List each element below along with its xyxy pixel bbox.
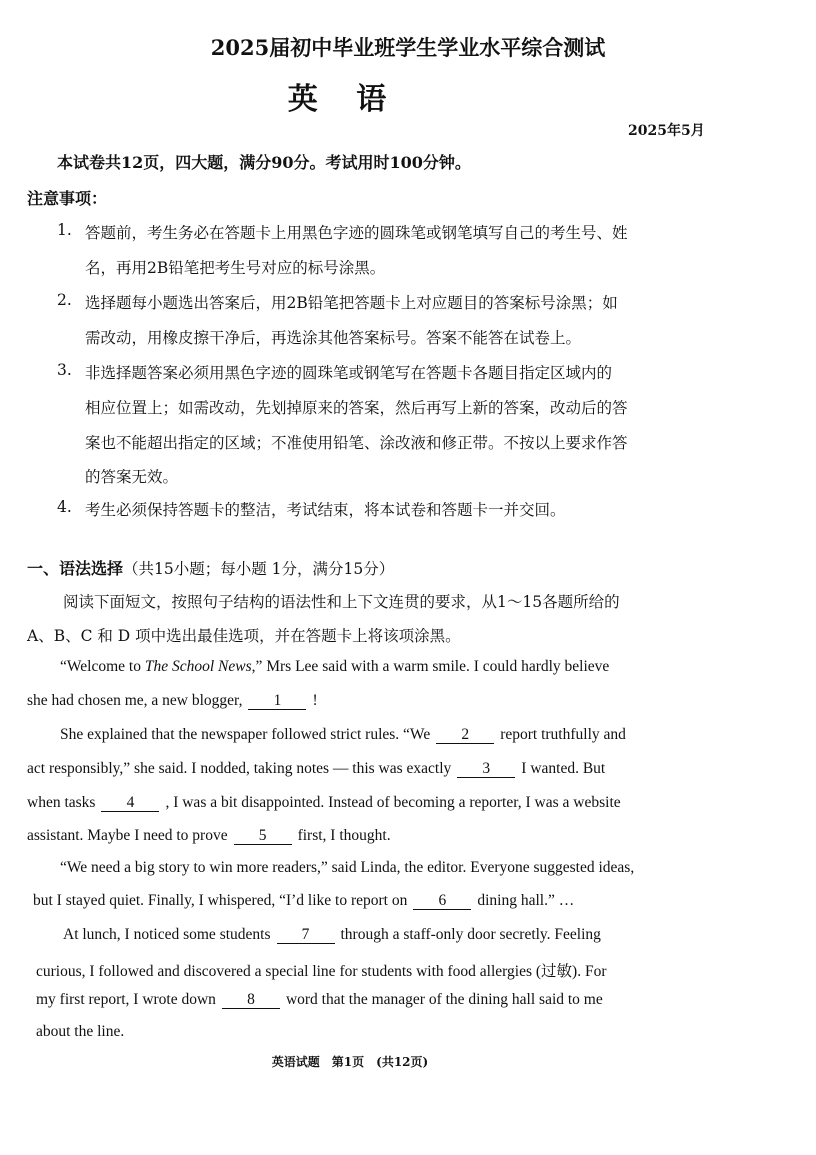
- note-line: 考生必须保持答题卡的整洁，考试结束，将本试卷和答题卡一并交回。: [85, 501, 566, 519]
- page-footer: 英语试题 第1页 (共12页): [271, 1055, 429, 1069]
- answer-blank: 6: [413, 893, 471, 910]
- section-instruction: A、B、C 和 D 项中选出最佳选项，并在答题卡上将该项涂黑。: [27, 627, 461, 645]
- answer-blank: 8: [222, 992, 280, 1009]
- passage-line: She explained that the newspaper followed strict rules. “We 2 report truthfully and: [60, 726, 626, 743]
- section-score-note: （共15小题；每小题 1分，满分15分）: [123, 560, 395, 578]
- note-number: 3.: [57, 361, 72, 379]
- answer-blank: 3: [457, 761, 515, 778]
- note-line: 选择题每小题选出答案后，用2B铅笔把答题卡上对应题目的答案标号涂黑；如: [85, 294, 618, 312]
- section-heading: [27, 556, 394, 579]
- note-line: 相应位置上；如需改动，先划掉原来的答案，然后再写上新的答案，改动后的答: [85, 399, 628, 417]
- section-title: 一、语法选择: [27, 559, 124, 578]
- answer-blank: 2: [436, 727, 494, 744]
- passage-line: “We need a big story to win more readers,” said Linda, the editor. Everyone suggested ideas,: [60, 859, 635, 876]
- section-instruction: 阅读下面短文，按照句子结构的语法性和上下文连贯的要求，从1～15各题所给的: [63, 593, 620, 611]
- note-line: 答题前，考生务必在答题卡上用黑色字迹的圆珠笔或钢笔填写自己的考生号、姓: [85, 224, 628, 242]
- note-number: 2.: [57, 291, 72, 309]
- passage-line: when tasks 4 , I was a bit disappointed. Instead of becoming a reporter, I was a website: [27, 794, 621, 811]
- newspaper-name: The School News: [144, 658, 252, 675]
- subject-title: 英 语: [287, 82, 401, 117]
- note-line: 案也不能超出指定的区域；不准使用铅笔、涂改液和修正带。不按以上要求作答: [85, 434, 628, 452]
- note-number: 1.: [57, 221, 72, 239]
- passage-line: she had chosen me, a new blogger, 1 !: [27, 692, 318, 709]
- answer-blank: 1: [248, 693, 306, 710]
- note-line: 需改动，用橡皮擦干净后，再选涂其他答案标号。答案不能答在试卷上。: [85, 329, 582, 347]
- passage-line: my first report, I wrote down 8 word that the manager of the dining hall said to me: [36, 991, 603, 1008]
- note-line: 的答案无效。: [85, 468, 179, 486]
- answer-blank: 5: [234, 828, 292, 845]
- exam-title: 2025届初中毕业班学生学业水平综合测试: [210, 35, 606, 60]
- passage-line: At lunch, I noticed some students 7 through a staff-only door secretly. Feeling: [63, 926, 601, 943]
- passage-line: curious, I followed and discovered a special line for students with food allergies (过敏). For: [36, 963, 607, 980]
- exam-intro: 本试卷共12页，四大题，满分90分。考试用时100分钟。: [57, 153, 471, 172]
- exam-date: 2025年5月: [628, 123, 705, 139]
- answer-blank: 7: [277, 927, 335, 944]
- passage-line: act responsibly,” she said. I nodded, taking notes — this was exactly 3 I wanted. But: [27, 760, 606, 777]
- note-line: 非选择题答案必须用黑色字迹的圆珠笔或钢笔写在答题卡各题目指定区域内的: [85, 364, 613, 382]
- note-line: 名，再用2B铅笔把考生号对应的标号涂黑。: [85, 259, 386, 277]
- answer-blank: 4: [101, 795, 159, 812]
- note-number: 4.: [57, 498, 72, 516]
- passage-line: assistant. Maybe I need to prove 5 first, I thought.: [27, 827, 391, 844]
- passage-line: but I stayed quiet. Finally, I whispered, “I’d like to report on 6 dining hall.” …: [33, 892, 575, 909]
- passage-line: “Welcome to The School News,” Mrs Lee said with a warm smile. I could hardly believe: [60, 658, 610, 675]
- passage-line: about the line.: [36, 1023, 125, 1040]
- notes-heading: 注意事项：: [27, 189, 108, 208]
